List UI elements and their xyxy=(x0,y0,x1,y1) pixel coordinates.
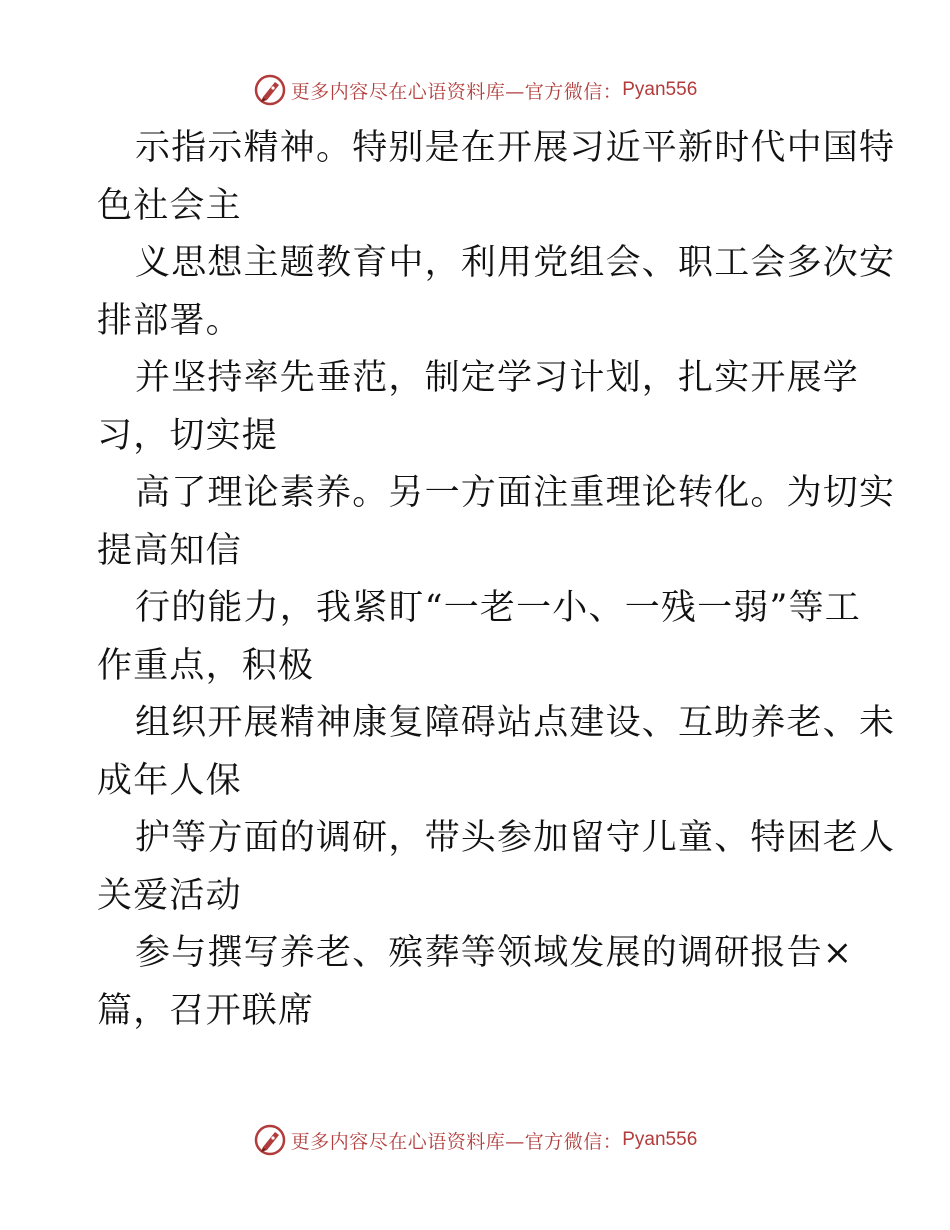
paragraph-line: 高了理论素养。另一方面注重理论转化。为切实 xyxy=(135,473,896,513)
paragraph xyxy=(97,695,896,810)
watermark-wechat-id: Pyan556 xyxy=(622,1129,698,1150)
watermark-wechat-id: Pyan556 xyxy=(622,79,698,100)
paragraph xyxy=(97,350,860,465)
paragraph-line: 示指示精神。特别是在开展习近平新时代中国特 xyxy=(135,128,896,168)
pen-logo-icon xyxy=(253,73,287,107)
paragraph-line: 习，切实提 xyxy=(97,415,279,456)
paragraph xyxy=(97,235,896,350)
paragraph xyxy=(97,580,861,695)
pen-logo-icon xyxy=(253,1123,287,1157)
paragraph-line: 并坚持率先垂范，制定学习计划，扎实开展学 xyxy=(135,358,860,398)
paragraph-line: 行的能力，我紧盯“一老一小、一残一弱”等工 xyxy=(135,588,861,628)
paragraph-line: 篇，召开联席 xyxy=(97,990,315,1031)
paragraph xyxy=(97,465,896,580)
paragraph-line: 关爱活动 xyxy=(97,875,242,916)
paragraph xyxy=(97,120,896,235)
paragraph-line: 参与撰写养老、殡葬等领域发展的调研报告× xyxy=(135,933,854,973)
header-watermark xyxy=(0,70,950,110)
paragraph-line: 提高知信 xyxy=(97,530,242,571)
paragraph-line: 排部署。 xyxy=(97,300,242,341)
paragraph-line: 义思想主题教育中，利用党组会、职工会多次安 xyxy=(135,243,896,283)
paragraph-line: 组织开展精神康复障碍站点建设、互助养老、未 xyxy=(135,703,896,743)
paragraph xyxy=(97,925,857,1040)
footer-watermark xyxy=(0,1120,950,1160)
paragraph-line: 作重点，积极 xyxy=(97,645,315,686)
paragraph xyxy=(97,810,896,925)
document-body xyxy=(97,120,896,1040)
paragraph-line: 护等方面的调研，带头参加留守儿童、特困老人 xyxy=(135,818,896,858)
watermark-text: 更多内容尽在心语资料库—官方微信： xyxy=(290,1130,623,1153)
paragraph-line: 色社会主 xyxy=(97,185,242,226)
paragraph-line: 成年人保 xyxy=(97,760,242,801)
watermark-text: 更多内容尽在心语资料库—官方微信： xyxy=(290,80,623,103)
